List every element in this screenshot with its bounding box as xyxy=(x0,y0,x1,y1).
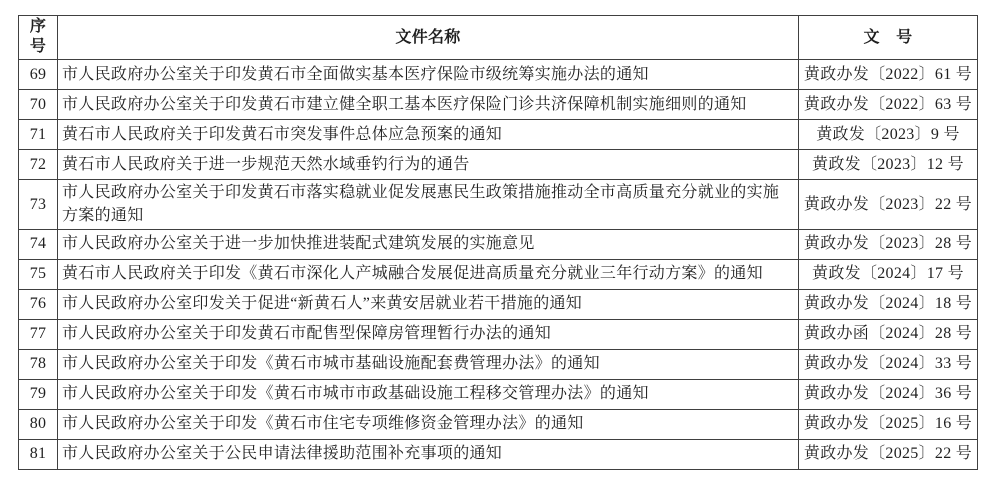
cell-serial-number: 74 xyxy=(19,229,58,259)
cell-doc-number: 黄政办发〔2024〕18 号 xyxy=(799,289,978,319)
cell-doc-number: 黄政办发〔2022〕63 号 xyxy=(799,90,978,120)
cell-serial-number: 70 xyxy=(19,90,58,120)
document-file-table-container xyxy=(18,15,977,470)
cell-doc-number: 黄政办函〔2024〕28 号 xyxy=(799,319,978,349)
table-row xyxy=(19,180,978,229)
table-row xyxy=(19,150,978,180)
cell-file-name: 黄石市人民政府关于印发黄石市突发事件总体应急预案的通知 xyxy=(58,120,799,150)
table-row xyxy=(19,120,978,150)
table-row xyxy=(19,229,978,259)
cell-file-name: 黄石市人民政府关于进一步规范天然水域垂钓行为的通告 xyxy=(58,150,799,180)
cell-doc-number: 黄政办发〔2022〕61 号 xyxy=(799,60,978,90)
cell-doc-number: 黄政发〔2024〕17 号 xyxy=(799,259,978,289)
table-row xyxy=(19,379,978,409)
header-file-name: 文件名称 xyxy=(58,16,799,60)
cell-serial-number: 75 xyxy=(19,259,58,289)
cell-file-name: 市人民政府办公室印发关于促进“新黄石人”来黄安居就业若干措施的通知 xyxy=(58,289,799,319)
cell-doc-number: 黄政办发〔2023〕28 号 xyxy=(799,229,978,259)
table-row xyxy=(19,60,978,90)
cell-serial-number: 69 xyxy=(19,60,58,90)
cell-serial-number: 79 xyxy=(19,379,58,409)
table-row xyxy=(19,259,978,289)
cell-file-name: 市人民政府办公室关于印发黄石市配售型保障房管理暂行办法的通知 xyxy=(58,319,799,349)
table-row xyxy=(19,90,978,120)
table-row xyxy=(19,439,978,469)
cell-doc-number: 黄政办发〔2025〕16 号 xyxy=(799,409,978,439)
table-row xyxy=(19,289,978,319)
cell-serial-number: 80 xyxy=(19,409,58,439)
cell-doc-number: 黄政办发〔2025〕22 号 xyxy=(799,439,978,469)
cell-serial-number: 77 xyxy=(19,319,58,349)
cell-file-name: 市人民政府办公室关于印发黄石市落实稳就业促发展惠民生政策措施推动全市高质量充分就业的实施方案的通知 xyxy=(58,180,799,229)
document-file-table xyxy=(18,15,978,470)
cell-file-name: 市人民政府办公室关于印发黄石市建立健全职工基本医疗保险门诊共济保障机制实施细则的通知 xyxy=(58,90,799,120)
table-header-row xyxy=(19,16,978,60)
cell-doc-number: 黄政发〔2023〕12 号 xyxy=(799,150,978,180)
cell-serial-number: 71 xyxy=(19,120,58,150)
cell-serial-number: 81 xyxy=(19,439,58,469)
table-row xyxy=(19,349,978,379)
cell-doc-number: 黄政办发〔2024〕36 号 xyxy=(799,379,978,409)
table-body xyxy=(19,60,978,469)
header-serial-number: 序号 xyxy=(19,16,58,60)
cell-file-name: 市人民政府办公室关于印发《黄石市住宅专项维修资金管理办法》的通知 xyxy=(58,409,799,439)
table-row xyxy=(19,409,978,439)
cell-file-name: 市人民政府办公室关于印发《黄石市城市市政基础设施工程移交管理办法》的通知 xyxy=(58,379,799,409)
cell-serial-number: 78 xyxy=(19,349,58,379)
header-doc-number: 文 号 xyxy=(799,16,978,60)
cell-file-name: 市人民政府办公室关于进一步加快推进装配式建筑发展的实施意见 xyxy=(58,229,799,259)
cell-file-name: 市人民政府办公室关于印发《黄石市城市基础设施配套费管理办法》的通知 xyxy=(58,349,799,379)
cell-serial-number: 76 xyxy=(19,289,58,319)
cell-doc-number: 黄政办发〔2023〕22 号 xyxy=(799,180,978,229)
table-row xyxy=(19,319,978,349)
cell-serial-number: 72 xyxy=(19,150,58,180)
cell-file-name: 黄石市人民政府关于印发《黄石市深化人产城融合发展促进高质量充分就业三年行动方案》的通知 xyxy=(58,259,799,289)
cell-serial-number: 73 xyxy=(19,180,58,229)
cell-doc-number: 黄政办发〔2024〕33 号 xyxy=(799,349,978,379)
cell-doc-number: 黄政发〔2023〕9 号 xyxy=(799,120,978,150)
cell-file-name: 市人民政府办公室关于印发黄石市全面做实基本医疗保险市级统筹实施办法的通知 xyxy=(58,60,799,90)
cell-file-name: 市人民政府办公室关于公民申请法律援助范围补充事项的通知 xyxy=(58,439,799,469)
